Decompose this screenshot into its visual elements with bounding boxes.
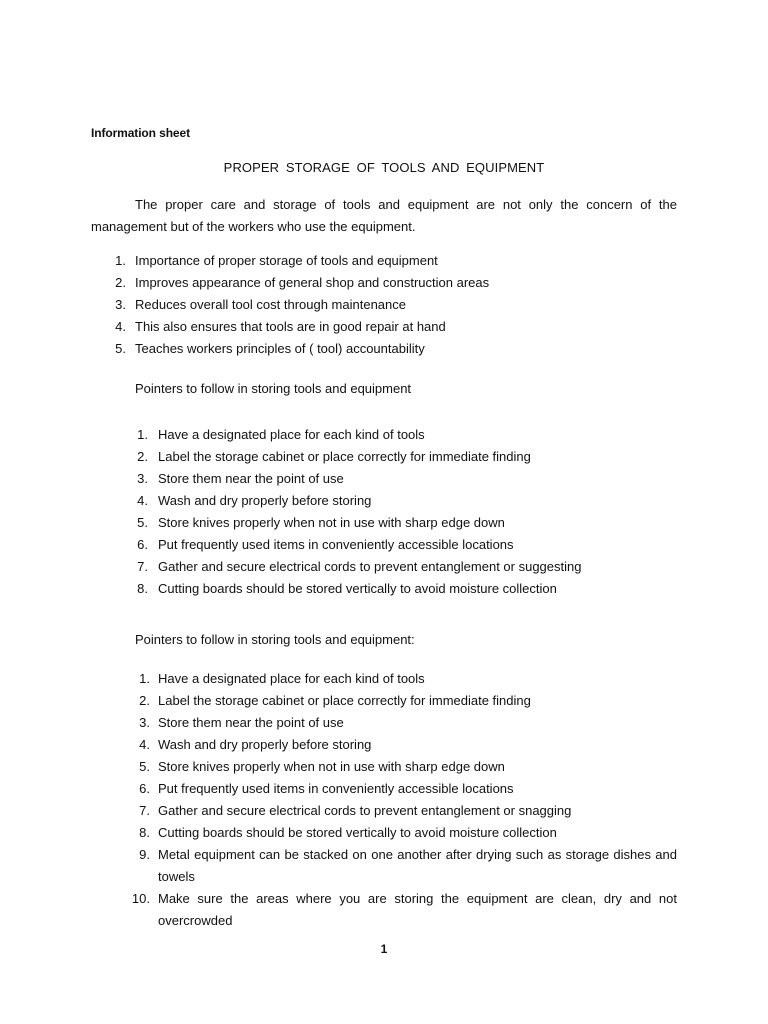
list-item [137, 490, 688, 512]
pointers-list-1 [137, 424, 688, 600]
list-item [115, 338, 695, 360]
list-item [115, 294, 695, 316]
list-item [137, 578, 688, 600]
list-number: 3. [139, 715, 150, 730]
list-text: Store knives properly when not in use with sharp edge down [158, 515, 505, 530]
list-text: Have a designated place for each kind of tools [158, 427, 425, 442]
list-number: 8. [137, 581, 148, 596]
list-text: Teaches workers principles of ( tool) accountability [135, 341, 425, 356]
list-text: Store them near the point of use [158, 715, 344, 730]
list-number: 10. [131, 891, 150, 906]
list-item [139, 844, 677, 888]
list-text: Make sure the areas where you are storing the equipment are clean, dry and not overcrowded [158, 891, 677, 928]
list-text: Gather and secure electrical cords to prevent entanglement or suggesting [158, 559, 582, 574]
pointers-heading-2: Pointers to follow in storing tools and equipment: [135, 632, 415, 647]
sheet-heading: Information sheet [91, 126, 190, 140]
page-number: 1 [380, 942, 388, 956]
list-number: 4. [139, 737, 150, 752]
list-number: 4. [137, 493, 148, 508]
list-text: Wash and dry properly before storing [158, 493, 372, 508]
list-text: Put frequently used items in conveniently accessible locations [158, 781, 514, 796]
list-text: Store them near the point of use [158, 471, 344, 486]
pointers-list-2 [131, 668, 677, 932]
intro-paragraph: The proper care and storage of tools and equipment are not only the concern of the management but of the workers who use the equipment. [91, 197, 677, 234]
list-text: Have a designated place for each kind of tools [158, 671, 425, 686]
list-number: 1. [137, 427, 148, 442]
list-item [137, 556, 688, 578]
list-item [139, 800, 677, 822]
list-number: 7. [137, 559, 148, 574]
list-item [139, 712, 677, 734]
list-item [139, 756, 677, 778]
list-number: 3. [115, 297, 126, 312]
page-title: PROPER STORAGE OF TOOLS AND EQUIPMENT [223, 160, 545, 175]
list-number: 3. [137, 471, 148, 486]
list-item [137, 512, 688, 534]
list-item [137, 534, 688, 556]
list-number: 5. [139, 759, 150, 774]
list-text: Cutting boards should be stored vertically to avoid moisture collection [158, 581, 557, 596]
list-text: Gather and secure electrical cords to prevent entanglement or snagging [158, 803, 572, 818]
list-number: 1. [115, 253, 126, 268]
list-number: 8. [139, 825, 150, 840]
list-number: 7. [139, 803, 150, 818]
list-text: Cutting boards should be stored vertically to avoid moisture collection [158, 825, 557, 840]
list-text: This also ensures that tools are in good repair at hand [135, 319, 446, 334]
list-number: 6. [137, 537, 148, 552]
list-item [115, 272, 695, 294]
list-item [139, 822, 677, 844]
list-number: 2. [139, 693, 150, 708]
list-item [115, 250, 695, 272]
list-number: 5. [137, 515, 148, 530]
list-text: Store knives properly when not in use with sharp edge down [158, 759, 505, 774]
list-item [139, 734, 677, 756]
list-item [115, 316, 695, 338]
list-text: Wash and dry properly before storing [158, 737, 372, 752]
list-item [137, 446, 688, 468]
list-item [137, 424, 688, 446]
list-number: 5. [115, 341, 126, 356]
list-item [131, 888, 677, 932]
list-item [139, 778, 677, 800]
list-text: Label the storage cabinet or place correctly for immediate finding [158, 693, 531, 708]
list-text: Improves appearance of general shop and construction areas [135, 275, 490, 290]
list-item [137, 468, 688, 490]
list-number: 2. [137, 449, 148, 464]
list-text: Metal equipment can be stacked on one another after drying such as storage dishes and towels [158, 847, 677, 884]
list-text: Put frequently used items in conveniently accessible locations [158, 537, 514, 552]
list-number: 2. [115, 275, 126, 290]
list-item [139, 690, 677, 712]
list-item [139, 668, 677, 690]
list-text: Importance of proper storage of tools and equipment [135, 253, 438, 268]
list-number: 9. [139, 847, 150, 862]
list-text: Label the storage cabinet or place correctly for immediate finding [158, 449, 531, 464]
list-text: Reduces overall tool cost through maintenance [135, 297, 406, 312]
importance-list [115, 250, 695, 360]
list-number: 1. [139, 671, 150, 686]
pointers-heading-1: Pointers to follow in storing tools and equipment [135, 381, 412, 396]
list-number: 4. [115, 319, 126, 334]
list-number: 6. [139, 781, 150, 796]
